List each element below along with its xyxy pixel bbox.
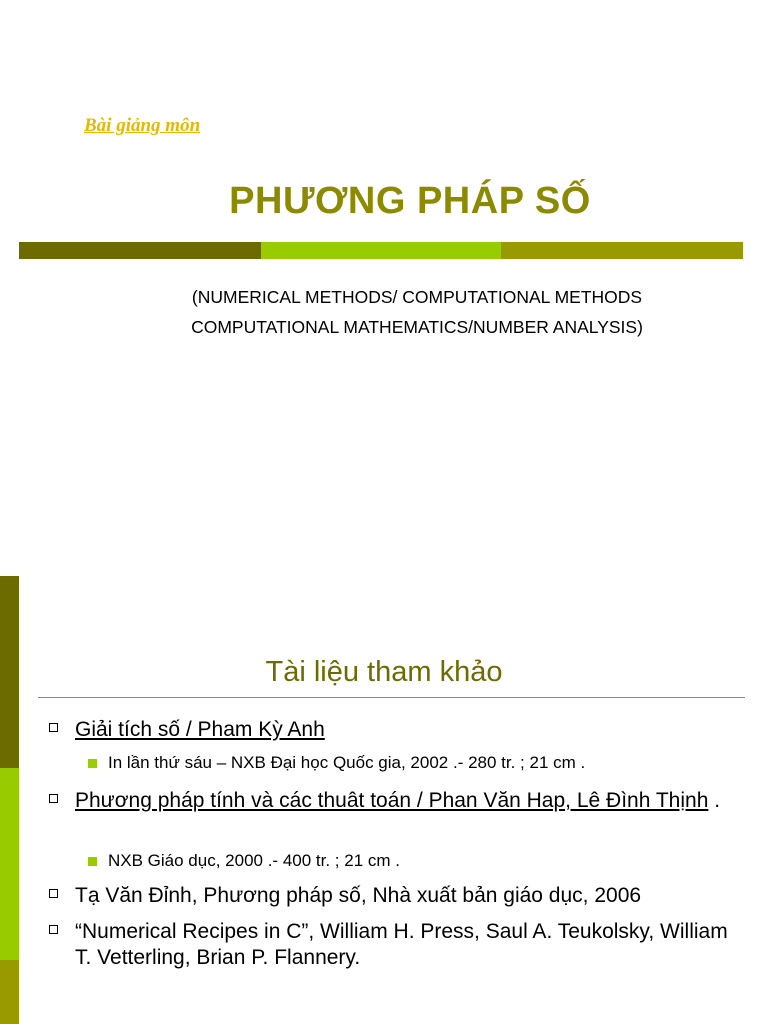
reference-item-2[interactable]: [75, 788, 735, 814]
side-bar-segment-3: [0, 960, 19, 1024]
divider-segment-2: [261, 242, 501, 259]
side-bar-segment-2: [0, 768, 19, 960]
square-bullet-icon: [49, 723, 58, 732]
square-bullet-icon: [49, 889, 58, 898]
slide-title: PHƯƠNG PHÁP SỐ: [229, 180, 591, 222]
reference-item-1[interactable]: [75, 717, 735, 743]
references-title: Tài liệu tham khảo: [265, 656, 503, 688]
divider-segment-3: [501, 242, 743, 259]
square-bullet-icon: [49, 794, 58, 803]
subtitle-line-2: COMPUTATIONAL MATHEMATICS/NUMBER ANALYSIS): [191, 317, 643, 337]
square-bullet-icon: [49, 925, 58, 934]
square-subbullet-icon: [88, 759, 97, 768]
reference-item-3: Tạ Văn Đỉnh, Phương pháp số, Nhà xuất bản giáo dục, 2006: [75, 884, 642, 907]
reference-detail-2: NXB Giáo dục, 2000 .- 400 tr. ; 21 cm .: [108, 851, 400, 870]
subtitle-line-1: (NUMERICAL METHODS/ COMPUTATIONAL METHODS: [191, 287, 643, 307]
reference-item-4: “Numerical Recipes in C”, William H. Press, Saul A. Teukolsky, William T. Vetterling, Brian P. Flannery.: [75, 920, 728, 969]
reference-link-1[interactable]: Giải tích số / Pham Kỳ Anh: [75, 718, 325, 741]
square-subbullet-icon: [88, 857, 97, 866]
divider-segment-1: [19, 242, 261, 259]
course-label: Bài giảng môn: [84, 115, 201, 136]
reference-link-2[interactable]: Phương pháp tính và các thuât toán / Phan Văn Hap, Lê Đình Thịnh: [75, 789, 709, 812]
reference-suffix: .: [714, 789, 721, 812]
reference-detail-1: In lần thứ sáu – NXB Đại học Quốc gia, 2002 .- 280 tr. ; 21 cm .: [108, 753, 586, 772]
title-rule: [38, 697, 745, 698]
slide-2: [0, 576, 768, 1024]
